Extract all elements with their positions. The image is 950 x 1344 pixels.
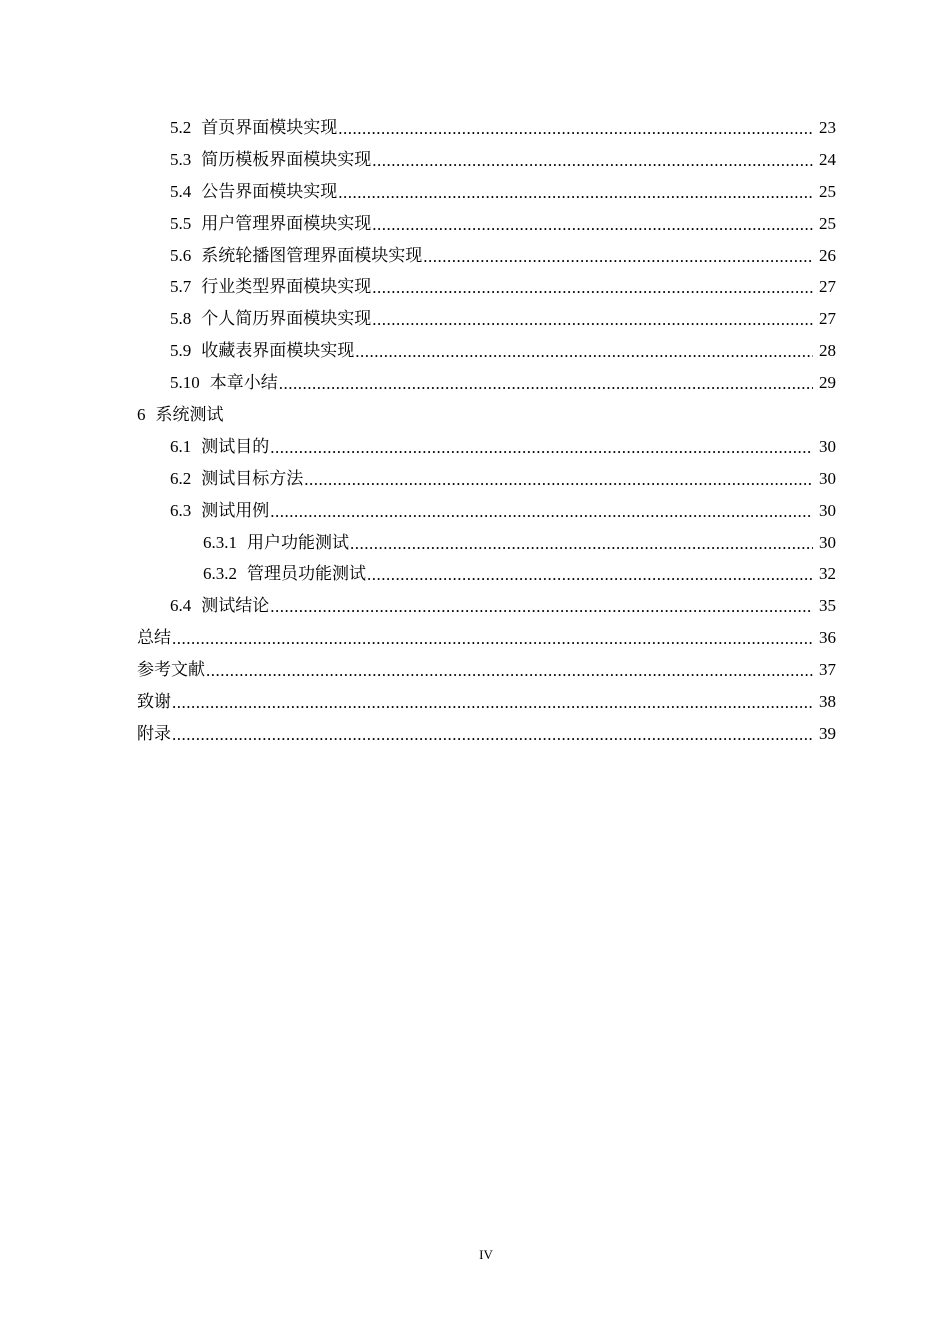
toc-entry-page: 35 <box>819 596 836 616</box>
toc-entry-page: 28 <box>819 341 836 361</box>
toc-entry-number: 6.3.2 <box>203 564 237 584</box>
toc-entry-label <box>170 590 269 622</box>
toc-entry-label <box>170 208 371 240</box>
toc-entry-label <box>170 495 269 527</box>
toc-entry-number: 6.4 <box>170 596 192 616</box>
toc-entry-page: 26 <box>819 245 836 265</box>
toc-leader-dots <box>172 719 813 751</box>
toc-entry-title: 本章小结 <box>209 373 278 393</box>
toc-entry-acknowledgements[interactable] <box>0 686 950 718</box>
page-number: IV <box>479 1247 493 1262</box>
toc-entry-title: 收藏表界面模块实现 <box>201 341 355 361</box>
toc-entry-page: 38 <box>819 692 836 712</box>
toc-leader-dots <box>423 241 813 273</box>
toc-entry-label <box>170 144 371 176</box>
toc-entry-page: 30 <box>819 500 836 520</box>
toc-entry-title: 致谢 <box>137 692 171 712</box>
toc-entry[interactable] <box>0 335 950 367</box>
toc-entry-title: 行业类型界面模块实现 <box>201 277 372 297</box>
toc-entry-page: 27 <box>819 309 836 329</box>
toc-entry-title: 参考文献 <box>137 660 205 680</box>
toc-entry[interactable] <box>0 240 950 272</box>
toc-entry-title: 简历模板界面模块实现 <box>201 149 372 169</box>
toc-entry-title: 管理员功能测试 <box>247 564 366 584</box>
toc-entry-title: 系统测试 <box>155 405 224 425</box>
toc-entry-number: 5.6 <box>170 245 192 265</box>
toc-leader-dots <box>172 623 813 655</box>
toc-leader-dots <box>350 528 813 560</box>
toc-entry-number: 6.1 <box>170 436 192 456</box>
toc-entry-title: 系统轮播图管理界面模块实现 <box>201 245 423 265</box>
toc-entry-page: 32 <box>819 564 836 584</box>
toc-entry-label <box>137 399 224 431</box>
toc-entry-number: 6.3 <box>170 500 192 520</box>
toc-entry-label <box>203 527 349 559</box>
toc-leader-dots <box>270 432 813 464</box>
toc-entry-summary[interactable] <box>0 622 950 654</box>
toc-entry-page: 37 <box>819 660 836 680</box>
toc-entry-title: 测试结论 <box>201 596 270 616</box>
toc-entry-page: 39 <box>819 723 836 743</box>
toc-leader-dots <box>270 591 813 623</box>
toc-entry[interactable] <box>0 112 950 144</box>
toc-entry-page: 30 <box>819 532 836 552</box>
toc-entry-page: 24 <box>819 149 836 169</box>
toc-entry-number: 5.3 <box>170 149 192 169</box>
toc-entry-page: 30 <box>819 436 836 456</box>
toc-entry[interactable] <box>0 271 950 303</box>
toc-leader-dots <box>206 655 813 687</box>
toc-entry-number: 5.5 <box>170 213 192 233</box>
toc-entry-label <box>170 271 371 303</box>
toc-entry-title: 测试目的 <box>201 436 270 456</box>
toc-entry-page: 27 <box>819 277 836 297</box>
toc-leader-dots <box>372 304 813 336</box>
toc-subentry[interactable] <box>0 527 950 559</box>
table-of-contents <box>0 112 950 750</box>
toc-leader-dots <box>338 113 813 145</box>
toc-entry-title: 公告界面模块实现 <box>201 181 338 201</box>
toc-subentry[interactable] <box>0 558 950 590</box>
toc-entry[interactable] <box>0 176 950 208</box>
toc-chapter-heading[interactable] <box>0 399 950 431</box>
toc-entry-page: 25 <box>819 213 836 233</box>
toc-entry-label <box>170 463 303 495</box>
toc-entry[interactable] <box>0 463 950 495</box>
toc-entry-label <box>170 431 269 463</box>
toc-leader-dots <box>372 272 813 304</box>
toc-leader-dots <box>367 559 813 591</box>
toc-entry-label <box>170 335 354 367</box>
toc-entry-title: 首页界面模块实现 <box>201 118 338 137</box>
toc-entry-page: 36 <box>819 628 836 648</box>
toc-entry-number: 5.2 <box>170 118 192 137</box>
toc-entry-title: 用户管理界面模块实现 <box>201 213 372 233</box>
toc-entry[interactable] <box>0 495 950 527</box>
toc-leader-dots <box>279 368 813 400</box>
toc-entry[interactable] <box>0 144 950 176</box>
toc-entry-label <box>170 367 278 399</box>
toc-entry-title: 测试用例 <box>201 500 270 520</box>
toc-entry-label <box>170 176 337 208</box>
toc-entry-title: 测试目标方法 <box>201 468 304 488</box>
toc-entry-number: 5.8 <box>170 309 192 329</box>
toc-leader-dots <box>372 145 813 177</box>
toc-entry-label <box>170 112 337 144</box>
toc-entry-number: 5.9 <box>170 341 192 361</box>
toc-entry-page: 29 <box>819 373 836 393</box>
toc-entry-label <box>170 240 422 272</box>
toc-leader-dots <box>372 209 813 241</box>
toc-leader-dots <box>172 687 813 719</box>
toc-entry-number: 5.10 <box>170 373 200 393</box>
toc-entry-label <box>203 558 366 590</box>
toc-entry-number: 5.7 <box>170 277 192 297</box>
toc-entry-number: 6.3.1 <box>203 532 237 552</box>
toc-entry-label <box>170 303 371 335</box>
toc-entry-title: 用户功能测试 <box>247 532 349 552</box>
toc-entry-appendix[interactable] <box>0 718 950 750</box>
toc-leader-dots <box>270 496 813 528</box>
toc-leader-dots <box>355 336 813 368</box>
toc-entry-references[interactable] <box>0 654 950 686</box>
toc-entry[interactable] <box>0 367 950 399</box>
toc-entry[interactable] <box>0 590 950 622</box>
toc-entry-title: 总结 <box>137 628 171 648</box>
toc-entry-number: 5.4 <box>170 181 192 201</box>
toc-leader-dots <box>304 464 813 496</box>
toc-entry-number: 6.2 <box>170 468 192 488</box>
toc-entry-title: 附录 <box>137 723 171 743</box>
toc-leader-dots <box>338 177 813 209</box>
toc-entry-page: 25 <box>819 181 836 201</box>
toc-entry-page: 23 <box>819 118 836 137</box>
toc-entry-page: 30 <box>819 468 836 488</box>
toc-entry[interactable] <box>0 208 950 240</box>
toc-entry[interactable] <box>0 303 950 335</box>
toc-entry[interactable] <box>0 431 950 463</box>
toc-entry-number: 6 <box>137 405 146 425</box>
toc-entry-title: 个人简历界面模块实现 <box>201 309 372 329</box>
